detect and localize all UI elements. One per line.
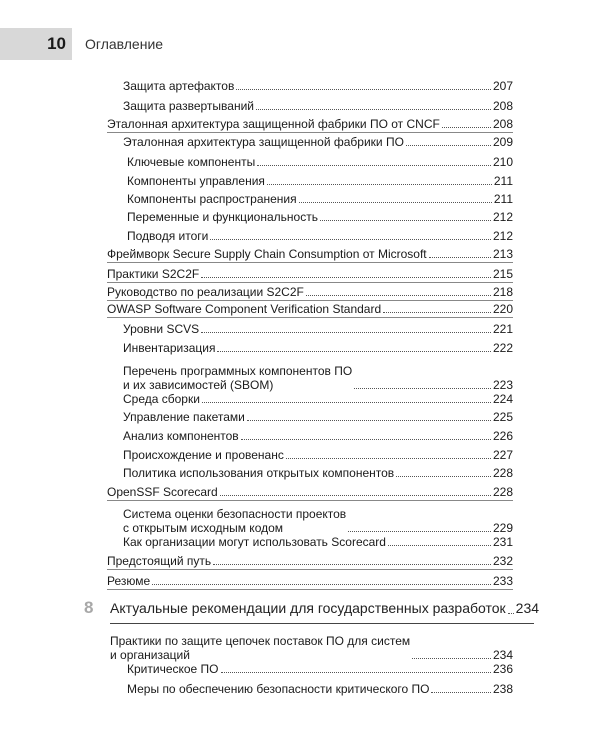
dot-leader [320, 220, 491, 221]
toc-entry-page-number: 225 [492, 410, 513, 424]
dot-leader [241, 439, 491, 440]
toc-entry-title [110, 600, 506, 617]
dot-leader [388, 545, 491, 546]
toc-entry-page-number: 218 [492, 285, 513, 299]
toc-entry-title-line: Переменные и функциональность [127, 210, 318, 224]
toc-entry-title-line: Подводя итоги [127, 229, 209, 243]
toc-entry[interactable] [107, 483, 513, 499]
toc-entry-page-number: 226 [492, 429, 513, 443]
toc-entry-page-number: 232 [492, 554, 513, 568]
toc-entry-page-number: 234 [515, 600, 540, 616]
toc-entry-title [123, 99, 254, 113]
toc-entry-page-number: 229 [492, 521, 513, 535]
toc-entry-title [123, 429, 239, 443]
toc-entry-title [107, 285, 304, 299]
toc-entry-title-line: Актуальные рекомендации для государственных разработок [110, 600, 506, 616]
toc-entry[interactable] [123, 464, 513, 480]
toc-entry-title-line: Эталонная архитектура защищенной фабрики ПО [123, 135, 404, 149]
toc-entry-page-number: 233 [492, 574, 513, 588]
toc-entry-title [107, 302, 381, 316]
toc-entry-page-number: 207 [492, 79, 513, 93]
toc-entry[interactable] [123, 408, 513, 424]
dot-leader [348, 531, 491, 532]
toc-entry[interactable] [123, 97, 513, 113]
dot-leader [286, 458, 491, 459]
toc-entry-title-line: Среда сборки [123, 392, 200, 406]
dot-leader [412, 658, 491, 659]
toc-entry-title-line: Фреймворк Secure Supply Chain Consumption от Microsoft [107, 247, 427, 261]
dot-leader [220, 495, 491, 496]
toc-entry-title [107, 267, 199, 281]
toc-entry-title [123, 392, 200, 406]
toc-entry[interactable] [127, 227, 513, 243]
toc-entry-page-number: 215 [492, 267, 513, 281]
toc-entry-title [123, 341, 215, 355]
toc-entry-page-number: 227 [492, 448, 513, 462]
dot-leader [267, 184, 492, 185]
toc-entry-title [127, 662, 219, 676]
dot-leader [201, 277, 491, 278]
toc-entry-page-number: 238 [492, 682, 513, 696]
chapter-number: 8 [84, 598, 94, 617]
toc-entry-title [107, 247, 427, 261]
dot-leader [354, 388, 491, 389]
section-divider [107, 500, 513, 501]
toc-entry[interactable] [127, 190, 513, 206]
toc-entry-title [123, 507, 346, 535]
toc-entry-title-line: OWASP Software Component Verification Standard [107, 302, 382, 316]
toc-entry-title-line: Практики по защите цепочек поставок ПО для систем [110, 634, 411, 648]
toc-entry-title [123, 448, 284, 462]
toc-entry-title-line: Политика использования открытых компонентов [123, 466, 395, 480]
toc-entry-title-line: Меры по обеспечению безопасности критического ПО [127, 682, 430, 696]
toc-entry-page-number: 236 [492, 662, 513, 676]
toc-entry[interactable] [107, 300, 513, 316]
toc-entry-page-number: 211 [493, 174, 513, 188]
toc-entry-title [123, 535, 386, 549]
toc-entry-title [123, 410, 245, 424]
toc-entry-page-number: 210 [492, 155, 513, 169]
toc-entry[interactable] [123, 533, 513, 549]
toc-entry[interactable] [107, 265, 513, 281]
toc-entry-title-line: Практики S2C2F [107, 267, 200, 281]
toc-entry-page-number: 228 [492, 485, 513, 499]
dot-leader [152, 584, 491, 585]
section-divider [107, 569, 513, 570]
section-divider [107, 317, 513, 318]
toc-entry-page-number: 209 [492, 135, 513, 149]
toc-entry-title [110, 634, 410, 662]
toc-entry-title-line: с открытым исходным кодом [123, 521, 284, 535]
toc-entry-page-number: 208 [492, 99, 513, 113]
dot-leader [383, 312, 491, 313]
dot-leader [247, 420, 491, 421]
dot-leader [429, 257, 491, 258]
toc-entry-title-line: Инвентаризация [123, 341, 216, 355]
toc-entry-title [127, 155, 255, 169]
toc-entry[interactable] [107, 245, 513, 261]
toc-entry[interactable] [127, 208, 513, 224]
section-divider [107, 589, 513, 590]
toc-entry-title [127, 682, 429, 696]
toc-entry-title [107, 554, 211, 568]
toc-entry[interactable] [123, 320, 513, 336]
toc-entry-title-line: и их зависимостей (SBOM) [123, 378, 274, 392]
toc-entry-title-line: Система оценки безопасности проектов [123, 507, 347, 521]
toc-entry-page-number: 221 [492, 322, 513, 336]
toc-entry[interactable] [123, 427, 513, 443]
toc-entry-title-line: Как организации могут использовать Scorecard [123, 535, 386, 549]
toc-entry[interactable] [107, 283, 513, 299]
toc-entry[interactable] [107, 115, 513, 131]
toc-entry[interactable] [123, 503, 513, 535]
toc-entry-title [127, 174, 265, 188]
toc-entry-page-number: 222 [492, 341, 513, 355]
toc-entry[interactable] [123, 77, 513, 93]
toc-entry-title [127, 192, 297, 206]
dot-leader [217, 351, 491, 352]
toc-entry[interactable] [110, 630, 513, 662]
toc-entry-title-line: Критическое ПО [127, 662, 219, 676]
toc-entry-title-line: Анализ компонентов [123, 429, 239, 443]
toc-entry-title-line: Уровни SCVS [123, 322, 200, 336]
toc-entry-title-line: Резюме [107, 574, 151, 588]
section-divider [107, 262, 513, 263]
dot-leader [508, 613, 514, 614]
toc-entry-page-number: 212 [492, 229, 513, 243]
toc-entry-title-line: Происхождение и провенанс [123, 448, 284, 462]
toc-entry-title-line: Защита артефактов [123, 79, 235, 93]
toc-entry-page-number: 231 [492, 535, 513, 549]
dot-leader [299, 202, 492, 203]
dot-leader [306, 295, 491, 296]
toc-entry[interactable] [123, 133, 513, 149]
toc-entry-page-number: 208 [492, 117, 513, 131]
dot-leader [213, 564, 491, 565]
toc-entry-title [123, 79, 234, 93]
toc-entry-page-number: 224 [492, 392, 513, 406]
toc-entry[interactable] [123, 339, 513, 355]
toc-entry-title [107, 574, 150, 588]
toc-entry-page-number: 211 [493, 192, 513, 206]
toc-entry-title [107, 117, 440, 131]
toc-entry[interactable] [107, 552, 513, 568]
toc-entry-title-line: Защита развертываний [123, 99, 254, 113]
toc-entry-page-number: 212 [492, 210, 513, 224]
dot-leader [221, 672, 491, 673]
toc-entry[interactable] [123, 390, 513, 406]
dot-leader [202, 402, 491, 403]
toc-entry-title [123, 364, 352, 392]
toc-entry[interactable] [110, 599, 540, 617]
toc-entry-title-line: Перечень программных компонентов ПО [123, 364, 353, 378]
toc-entry-page-number: 223 [492, 378, 513, 392]
toc-entry-title-line: Компоненты управления [127, 174, 265, 188]
toc-entry-title [123, 322, 199, 336]
toc-entry[interactable] [127, 660, 513, 676]
chapter-rule [110, 623, 534, 624]
toc-entry-title-line: Ключевые компоненты [127, 155, 256, 169]
toc-entry-title-line: Руководство по реализации S2C2F [107, 285, 304, 299]
toc-entry-title-line: Эталонная архитектура защищенной фабрики ПО от CNCF [107, 117, 440, 131]
toc-entry-title [123, 135, 404, 149]
toc-entry-title [123, 466, 394, 480]
page-number: 10 [0, 28, 72, 60]
toc-entry-title [127, 229, 208, 243]
dot-leader [406, 145, 491, 146]
toc-entry-title-line: Предстоящий путь [107, 554, 212, 568]
toc-entry[interactable] [127, 153, 513, 169]
toc-entry-page-number: 213 [492, 247, 513, 261]
toc-entry-title-line: и организаций [110, 648, 190, 662]
toc-entry-page-number: 220 [492, 302, 513, 316]
toc-entry[interactable] [127, 680, 513, 696]
dot-leader [201, 332, 491, 333]
toc-entry-title-line: Управление пакетами [123, 410, 245, 424]
dot-leader [257, 165, 491, 166]
running-header-title: Оглавление [85, 36, 164, 52]
toc-entry-title [127, 210, 318, 224]
toc-entry-title [107, 485, 218, 499]
toc-entry[interactable] [107, 572, 513, 588]
dot-leader [210, 239, 491, 240]
dot-leader [396, 476, 491, 477]
toc-entry-title-line: OpenSSF Scorecard [107, 485, 218, 499]
dot-leader [431, 692, 490, 693]
toc-entry[interactable] [123, 360, 513, 392]
toc-entry-page-number: 228 [492, 466, 513, 480]
dot-leader [236, 89, 491, 90]
toc-entry-title-line: Компоненты распространения [127, 192, 297, 206]
toc-entry[interactable] [127, 172, 513, 188]
toc-entry[interactable] [123, 446, 513, 462]
dot-leader [256, 109, 491, 110]
toc-entry-page-number: 234 [492, 648, 513, 662]
dot-leader [442, 127, 491, 128]
